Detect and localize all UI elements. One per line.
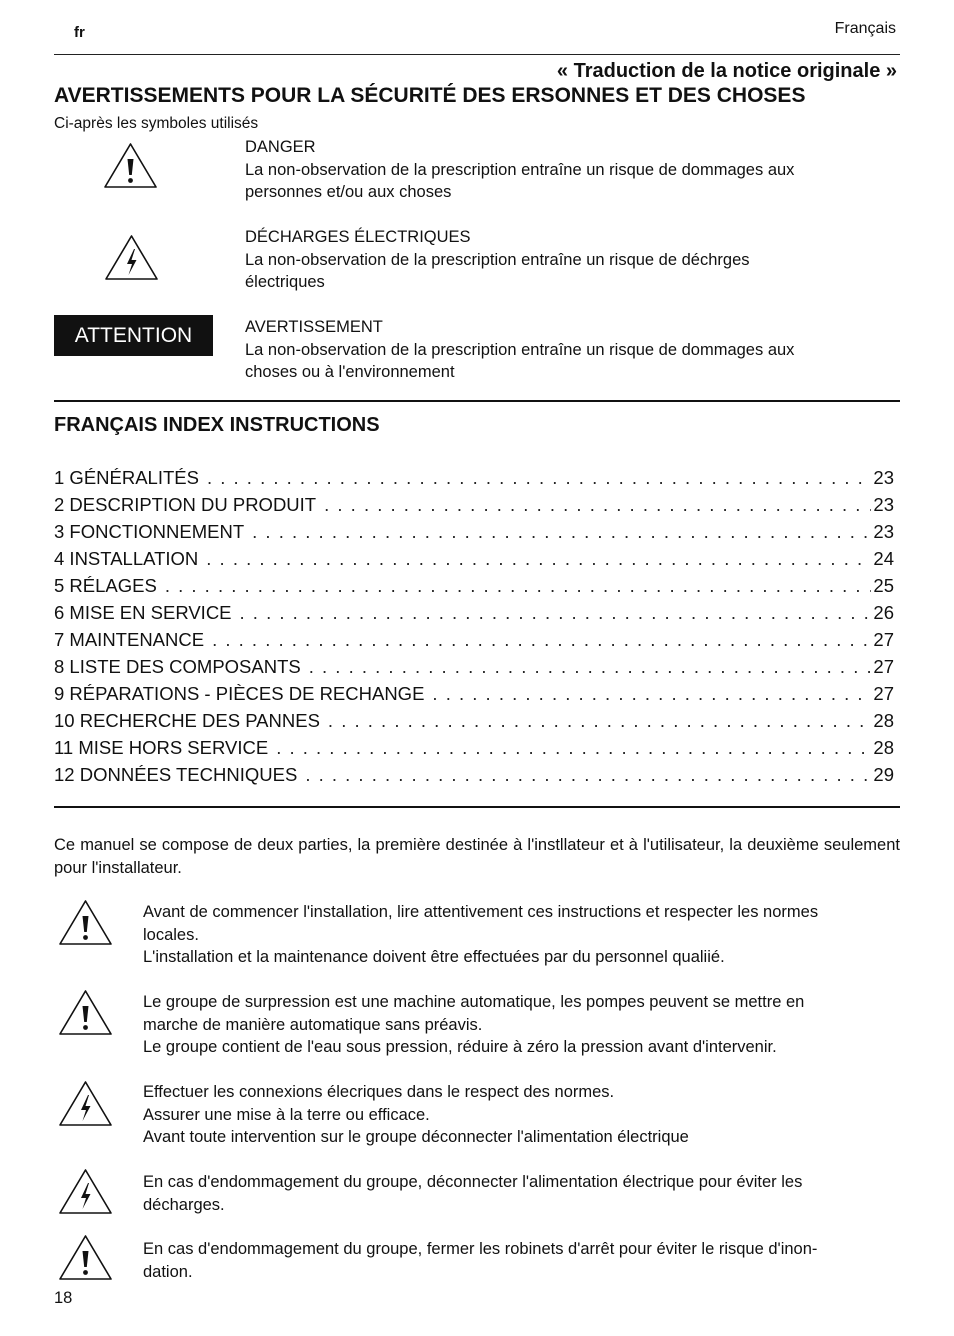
toc-entry[interactable] [54,764,894,791]
warning-line: Le groupe de surpression est une machine automatique, les pompes peuvent se mettre en [143,993,805,1011]
toc-label: 7 MAINTENANCE [54,629,205,650]
electric-shock-icon [104,234,159,281]
toc-label: 4 INSTALLATION [54,548,199,569]
warning-line: En cas d'endommagement du groupe, fermer les robinets d'arrêt pour éviter le risque d'inon- [143,1240,818,1258]
warning-line: décharges. [143,1195,225,1214]
toc-label: 6 MISE EN SERVICE [54,602,232,623]
symbol-line: La non-observation de la prescription entraîne un risque de dommages aux [245,160,795,179]
toc-label: 10 RECHERCHE DES PANNES [54,710,320,731]
warning-line: Effectuer les connexions élecriques dans le respect des normes. [143,1083,615,1101]
toc-entry[interactable] [54,548,894,575]
warning-line: locales. [143,925,199,944]
toc-page: 27 [873,656,894,677]
toc-page: 23 [873,494,894,515]
toc-leader [432,683,871,705]
safety-subtitle: Ci-après les symboles utilisés [54,115,259,132]
toc-page: 28 [873,710,894,731]
toc-label: 3 FONCTIONNEMENT [54,521,245,542]
warning-text [143,1238,893,1283]
toc-label: 5 RÉLAGES [54,575,157,596]
symbol-electric-text [245,226,875,294]
symbol-line: La non-observation de la prescription entraîne un risque de dommages aux [245,340,795,359]
toc-leader [324,494,871,516]
toc-entry[interactable] [54,710,894,737]
danger-warning-icon [58,1234,113,1281]
warning-text [143,901,893,969]
toc-label: 9 RÉPARATIONS - PIÈCES DE RECHANGE [54,683,425,704]
toc-label: 8 LISTE DES COMPOSANTS [54,656,301,677]
language-code: fr [74,24,85,41]
attention-label: ATTENTION [54,315,213,356]
toc-entry[interactable] [54,683,894,710]
toc-leader [328,710,872,732]
translation-note: « Traduction de la notice originale » [556,60,897,82]
symbol-heading: DANGER [245,138,316,156]
toc-page: 23 [873,467,894,488]
warning-text [143,991,893,1059]
symbol-heading: DÉCHARGES ÉLECTRIQUES [245,228,471,246]
danger-warning-icon [103,142,158,189]
warning-line: dation. [143,1262,193,1281]
symbol-attention-text [245,316,875,384]
toc-page: 26 [873,602,894,623]
electric-shock-icon [58,1168,113,1215]
intro-paragraph: Ce manuel se compose de deux parties, la première destinée à l'instllateur et à l'utilisateur, la deuxième seulement pour l'installateur. [54,836,900,877]
warning-line: Avant toute intervention sur le groupe déconnecter l'alimentation électrique [143,1128,689,1146]
toc-leader [305,764,871,786]
safety-title: AVERTISSEMENTS POUR LA SÉCURITÉ DES ERSONNES ET DES CHOSES [54,84,806,107]
warning-line: En cas d'endommagement du groupe, déconnecter l'alimentation électrique pour éviter les [143,1173,803,1191]
toc-leader [207,467,871,489]
toc-page: 24 [873,548,894,569]
toc-leader [212,629,871,651]
header-divider [54,54,900,55]
symbol-line: électriques [245,273,325,291]
danger-warning-icon [58,899,113,946]
toc-leader [309,656,872,678]
warning-line: Le groupe contient de l'eau sous pression, réduire à zéro la pression avant d'intervenir. [143,1038,777,1056]
toc-entry[interactable] [54,494,894,521]
toc-page: 29 [873,764,894,785]
toc-entry[interactable] [54,521,894,548]
warning-line: L'installation et la maintenance doivent être effectuées par du personnel qualiié. [143,948,725,966]
warning-line: Assurer une mise à la terre ou efficace. [143,1105,430,1124]
toc-page: 23 [873,521,894,542]
toc-entry[interactable] [54,629,894,656]
warning-text [143,1171,893,1216]
toc-entry[interactable] [54,575,894,602]
symbol-line: personnes et/ou aux choses [245,183,452,201]
symbol-line: choses ou à l'environnement [245,363,455,381]
toc-leader [206,548,871,570]
symbol-line: La non-observation de la prescription entraîne un risque de déchrges [245,250,750,269]
toc-page: 25 [873,575,894,596]
language-name: Français [834,20,896,37]
index-title: FRANÇAIS INDEX INSTRUCTIONS [54,414,380,436]
warning-text [143,1081,893,1149]
table-of-contents [54,467,894,791]
toc-page: 27 [873,629,894,650]
warning-line: marche de manière automatique sans préavis. [143,1015,483,1034]
danger-warning-icon [58,989,113,1036]
symbol-danger-text [245,136,875,204]
symbol-heading: AVERTISSEMENT [245,318,383,336]
toc-page: 27 [873,683,894,704]
warning-line: Avant de commencer l'installation, lire attentivement ces instructions et respecter les normes [143,903,819,921]
toc-entry[interactable] [54,602,894,629]
page-number: 18 [54,1289,73,1307]
toc-leader [165,575,872,597]
toc-label: 1 GÉNÉRALITÉS [54,467,199,488]
toc-entry[interactable] [54,467,894,494]
toc-entry[interactable] [54,656,894,683]
toc-leader [252,521,871,543]
toc-entry[interactable] [54,737,894,764]
toc-label: 11 MISE HORS SERVICE [54,737,269,758]
toc-label: 12 DONNÉES TECHNIQUES [54,764,298,785]
toc-page: 28 [873,737,894,758]
toc-label: 2 DESCRIPTION DU PRODUIT [54,494,317,515]
section-divider [54,400,900,402]
toc-leader [276,737,871,759]
electric-shock-icon [58,1080,113,1127]
toc-leader [240,602,872,624]
section-divider [54,806,900,808]
